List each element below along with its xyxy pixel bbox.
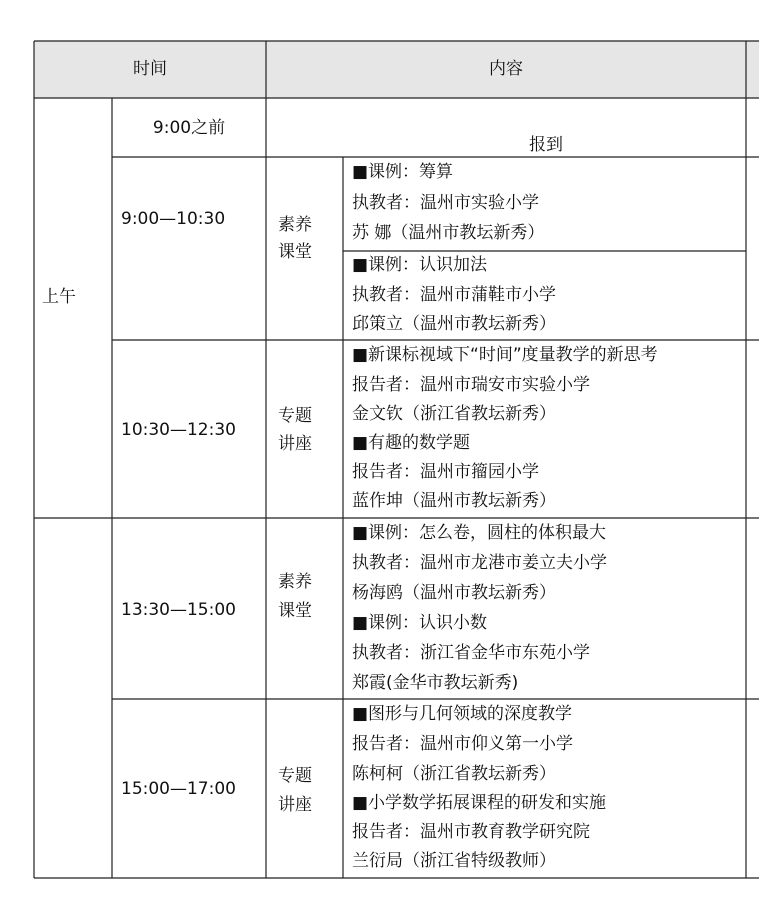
session-type-line: 专题 (278, 766, 312, 786)
content-line: 邱策立（温州市教坛新秀） (352, 314, 556, 334)
content-line: 报告者：温州市瑞安市实验小学 (352, 375, 590, 395)
content-line: 苏 娜（温州市教坛新秀） (352, 223, 545, 243)
content-line: 执教者：温州市实验小学 (352, 193, 539, 213)
session-type-line: 讲座 (278, 795, 312, 815)
content-line: 执教者：温州市龙港市姜立夫小学 (352, 553, 607, 573)
period-label-morning: 上午 (42, 287, 76, 307)
content-line: ■课例：筹算 (352, 162, 454, 182)
content-line: 陈柯柯（浙江省教坛新秀） (352, 764, 556, 784)
content-line: ■有趣的数学题 (352, 433, 471, 453)
session-type-line: 专题 (278, 406, 312, 426)
session-type-line: 课堂 (278, 242, 312, 262)
header-content: 内容 (489, 59, 523, 79)
content-line: 杨海鸥（温州市教坛新秀） (352, 583, 556, 603)
content-line: ■小学数学拓展课程的研发和实施 (352, 793, 607, 813)
content-cell-registration: 报到 (529, 135, 563, 155)
session-type-line: 课堂 (278, 601, 312, 621)
session-type-line: 素养 (278, 572, 312, 592)
session-type-line: 素养 (278, 215, 312, 235)
content-line: ■课例：认识加法 (352, 255, 488, 275)
content-line: ■图形与几何领域的深度教学 (352, 704, 573, 724)
time-cell: 9:00—10:30 (121, 209, 226, 229)
content-line: 蓝作坤（温州市教坛新秀） (352, 491, 556, 511)
content-line: 执教者：浙江省金华市东苑小学 (352, 643, 590, 663)
header-time: 时间 (133, 59, 167, 79)
session-type-line: 讲座 (278, 434, 312, 454)
content-line: ■课例：怎么卷，圆柱的体积最大 (352, 523, 607, 543)
content-line: ■课例：认识小数 (352, 613, 488, 633)
content-line: 郑霞(金华市教坛新秀) (352, 673, 519, 693)
content-line: ■新课标视域下“时间”度量教学的新思考 (352, 345, 658, 365)
content-line: 金文钦（浙江省教坛新秀） (352, 404, 556, 424)
content-line: 兰衍局（浙江省特级教师） (352, 851, 556, 871)
time-cell: 15:00—17:00 (121, 779, 236, 799)
content-line: 报告者：温州市籀园小学 (352, 462, 539, 482)
time-cell: 10:30—12:30 (121, 420, 236, 440)
content-line: 执教者：温州市蒲鞋市小学 (352, 285, 556, 305)
content-line: 报告者：温州市教育教学研究院 (352, 822, 590, 842)
time-cell: 13:30—15:00 (121, 600, 236, 620)
time-cell-registration: 9:00之前 (152, 118, 226, 138)
content-line: 报告者：温州市仰义第一小学 (352, 734, 573, 754)
